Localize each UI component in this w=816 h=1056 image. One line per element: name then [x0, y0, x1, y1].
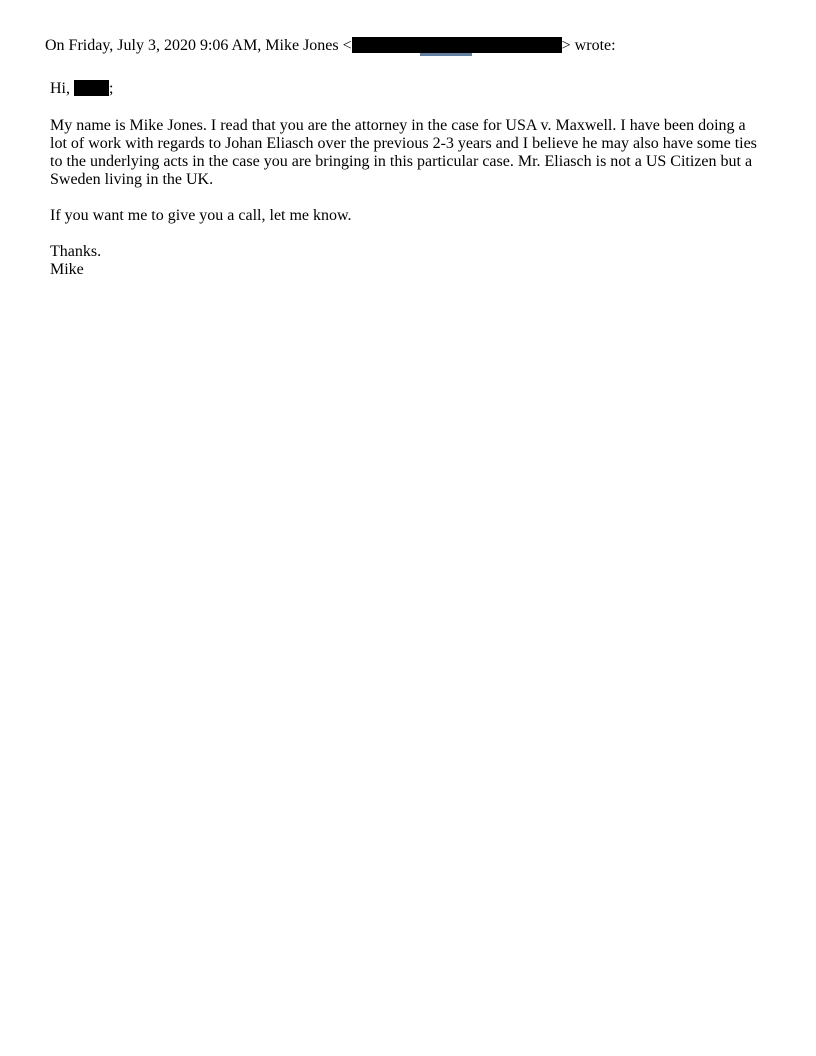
redacted-link-underline-peek: [420, 53, 472, 56]
greeting-line: [50, 80, 760, 98]
call-offer-line: If you want me to give you a call, let me know.: [50, 207, 352, 224]
redacted-sender-email-bar: [352, 37, 562, 53]
body-paragraph: My name is Mike Jones. I read that you are the attorney in the case for USA v. Maxwell. I have been doing a lot of work with regards to Johan Eliasch over the previous 2-3 years and I believe he may also have some ties to the underlying acts in the case you are bringing in this particular case. Mr. Eliasch is not a US Citizen but a Sweden living in the UK.: [50, 117, 757, 188]
email-quote-attribution: [45, 0, 816, 55]
thanks-line: Thanks.: [50, 243, 102, 260]
greeting-punctuation: ;: [109, 80, 114, 97]
signoff-block: [50, 243, 760, 279]
signature-name: Mike: [50, 261, 84, 278]
email-body: [50, 80, 760, 279]
greeting-text: Hi,: [50, 80, 74, 97]
attribution-prefix-text: On Friday, July 3, 2020 9:06 AM, Mike Jones <: [45, 37, 352, 54]
attribution-suffix-text: > wrote:: [561, 37, 616, 54]
redacted-recipient-name-bar: [74, 80, 109, 96]
